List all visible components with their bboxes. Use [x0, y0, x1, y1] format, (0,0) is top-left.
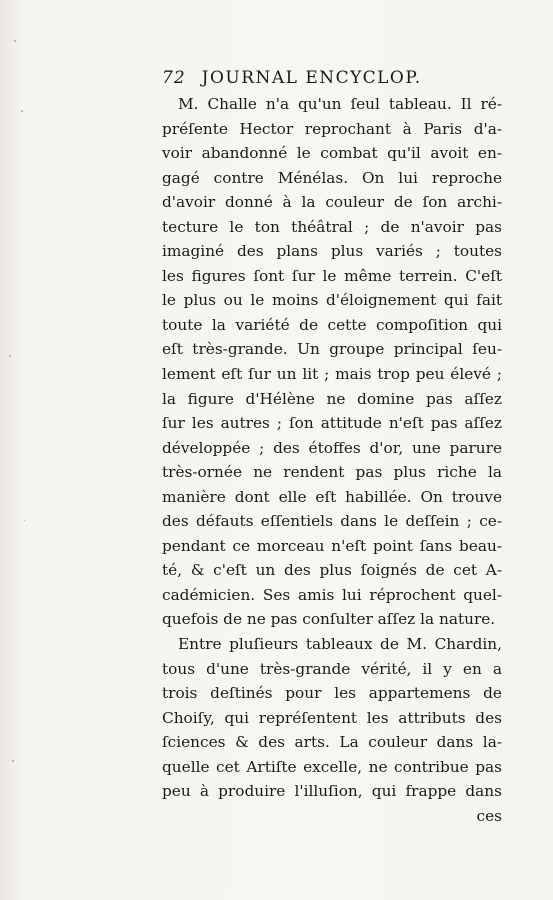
text-line: M. Challe n'a qu'un ſeul tableau. Il ré- — [178, 95, 502, 113]
text-line: tecture le ton théâtral ; de n'avoir pas — [162, 217, 502, 236]
text-line: peu à produire l'illuſion, qui frappe dans — [162, 782, 502, 801]
page-number: 72 — [162, 68, 186, 88]
text-line: tous d'une très-grande vérité, il y en a — [162, 659, 502, 678]
text-line: les figures ſont ſur le même terrein. C'eſt — [162, 266, 502, 285]
ink-speck — [21, 110, 23, 112]
ink-speck — [9, 355, 11, 357]
text-line: d'avoir donné à la couleur de ſon archi- — [162, 193, 502, 212]
page-text — [162, 64, 502, 828]
text-line: la figure d'Hélène ne domine pas aſſez — [162, 389, 502, 408]
text-line: gagé contre Ménélas. On lui reproche — [162, 168, 502, 187]
text-line: voir abandonné le combat qu'il avoit en- — [162, 144, 502, 163]
text-line: développée ; des étoffes d'or, une parure — [162, 438, 502, 457]
text-line: té, & c'eſt un des plus ſoignés de cet A- — [162, 561, 502, 580]
text-line: cadémicien. Ses amis lui réprochent quel- — [162, 585, 502, 604]
text-line: très-ornée ne rendent pas plus riche la — [162, 463, 502, 482]
ink-speck — [12, 760, 14, 762]
ink-speck — [14, 40, 16, 42]
catchword: ces — [476, 806, 502, 825]
text-line: Entre pluſieurs tableaux de M. Chardin, — [178, 635, 502, 654]
journal-title: JOURNAL ENCYCLOP. — [201, 68, 422, 88]
text-line: eſt très-grande. Un groupe principal ſeu- — [162, 340, 502, 359]
text-line: manière dont elle eſt habillée. On trouve — [162, 487, 502, 506]
text-line: le plus ou le moins d'éloignement qui fait — [162, 291, 502, 310]
text-line: Choiſy, qui repréſentent les attributs des — [162, 708, 502, 727]
text-line: trois deſtinés pour les appartemens de — [162, 684, 502, 703]
text-line: pendant ce morceau n'eſt point ſans beau- — [162, 536, 502, 555]
running-head — [162, 64, 502, 92]
text-line: des défauts eſſentiels dans le deſſein ; ce- — [162, 512, 502, 531]
text-line: ſur les autres ; ſon attitude n'eſt pas aſſez — [162, 414, 502, 433]
text-line: toute la variété de cette compoſition qui — [162, 315, 502, 334]
text-line: ſciences & des arts. La couleur dans la- — [162, 733, 502, 752]
ink-speck — [24, 520, 25, 521]
text-line: quefois de ne pas conſulter aſſez la nature. — [162, 610, 496, 629]
text-line: quelle cet Artiſte excelle, ne contribue pas — [162, 757, 502, 776]
text-line: préſente Hector reprochant à Paris d'a- — [162, 119, 502, 138]
text-line: imaginé des plans plus variés ; toutes — [162, 242, 502, 261]
text-line: lement eſt ſur un lit ; mais trop peu élevé ; — [162, 365, 502, 384]
